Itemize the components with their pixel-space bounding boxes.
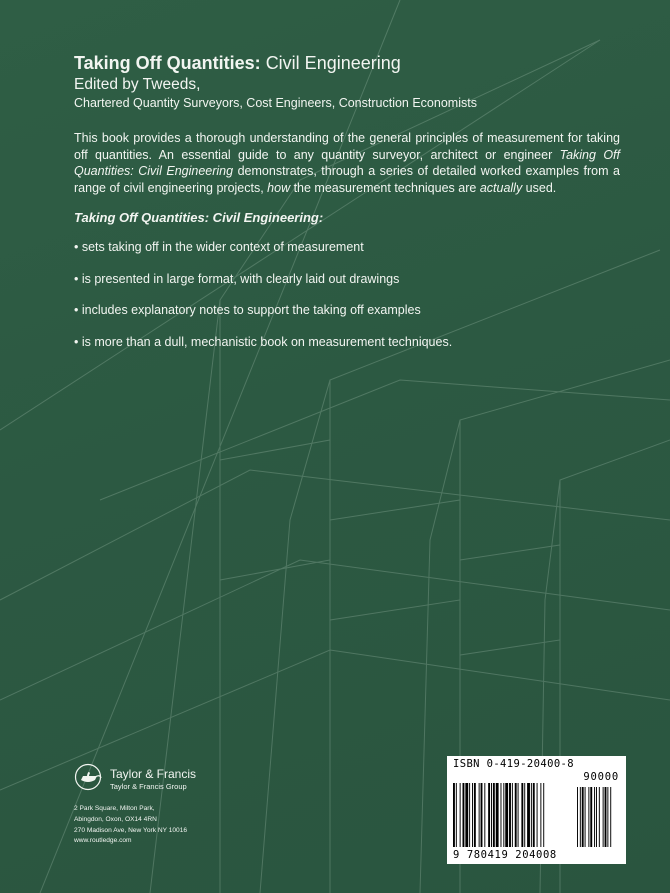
features-list	[74, 239, 620, 350]
isbn-text: ISBN 0-419-20400-8	[453, 758, 574, 770]
feature-item: • is more than a dull, mechanistic book on measurement techniques.	[74, 334, 453, 349]
description-part4: used.	[522, 180, 557, 195]
ean-number: 9 780419 204008	[453, 849, 557, 861]
address-line: www.routledge.com	[74, 837, 132, 845]
publisher-name: Taylor & Francis	[110, 767, 197, 781]
book-description	[74, 130, 620, 196]
price-code: 90000	[583, 771, 619, 783]
editor-credentials: Chartered Quantity Surveyors, Cost Engineers, Construction Economists	[74, 96, 477, 110]
book-title-bold: Taking Off Quantities:	[74, 53, 261, 73]
address-line: 270 Madison Ave, New York NY 10016	[74, 826, 188, 834]
description-part1: This book provides a thorough understanding of the general principles of measurement for taking off quantities. An essential guide to any quantity surveyor, architect or engineer	[74, 131, 620, 162]
feature-item: • includes explanatory notes to support the taking off examples	[74, 303, 421, 318]
description-actually: actually	[479, 180, 523, 195]
address-line: Abingdon, Oxon, OX14 4RN	[74, 815, 157, 823]
feature-item: • is presented in large format, with clearly laid out drawings	[74, 271, 400, 286]
main-content	[74, 52, 620, 365]
edited-by: Edited by Tweeds,	[74, 76, 201, 93]
barcode-bars	[453, 783, 620, 847]
description-part2: demonstrates, through a series of detailed worked examples from a range of civil engineering projects,	[74, 164, 620, 195]
description-book-title: Taking Off Quantities: Civil Engineering	[74, 147, 620, 179]
taylor-francis-lamp-icon	[74, 763, 106, 791]
isbn-barcode	[447, 756, 626, 864]
description-how: how	[267, 180, 291, 195]
address-line: 2 Park Square, Milton Park,	[74, 805, 155, 812]
features-heading: Taking Off Quantities: Civil Engineering:	[74, 210, 324, 226]
description-part3: the measurement techniques are	[290, 180, 480, 195]
book-title-rest: Civil Engineering	[265, 53, 401, 73]
publisher-group: Taylor & Francis Group	[110, 782, 187, 791]
publisher-address	[74, 804, 187, 847]
book-title	[74, 52, 620, 74]
feature-item: • sets taking off in the wider context of measurement	[74, 240, 364, 255]
